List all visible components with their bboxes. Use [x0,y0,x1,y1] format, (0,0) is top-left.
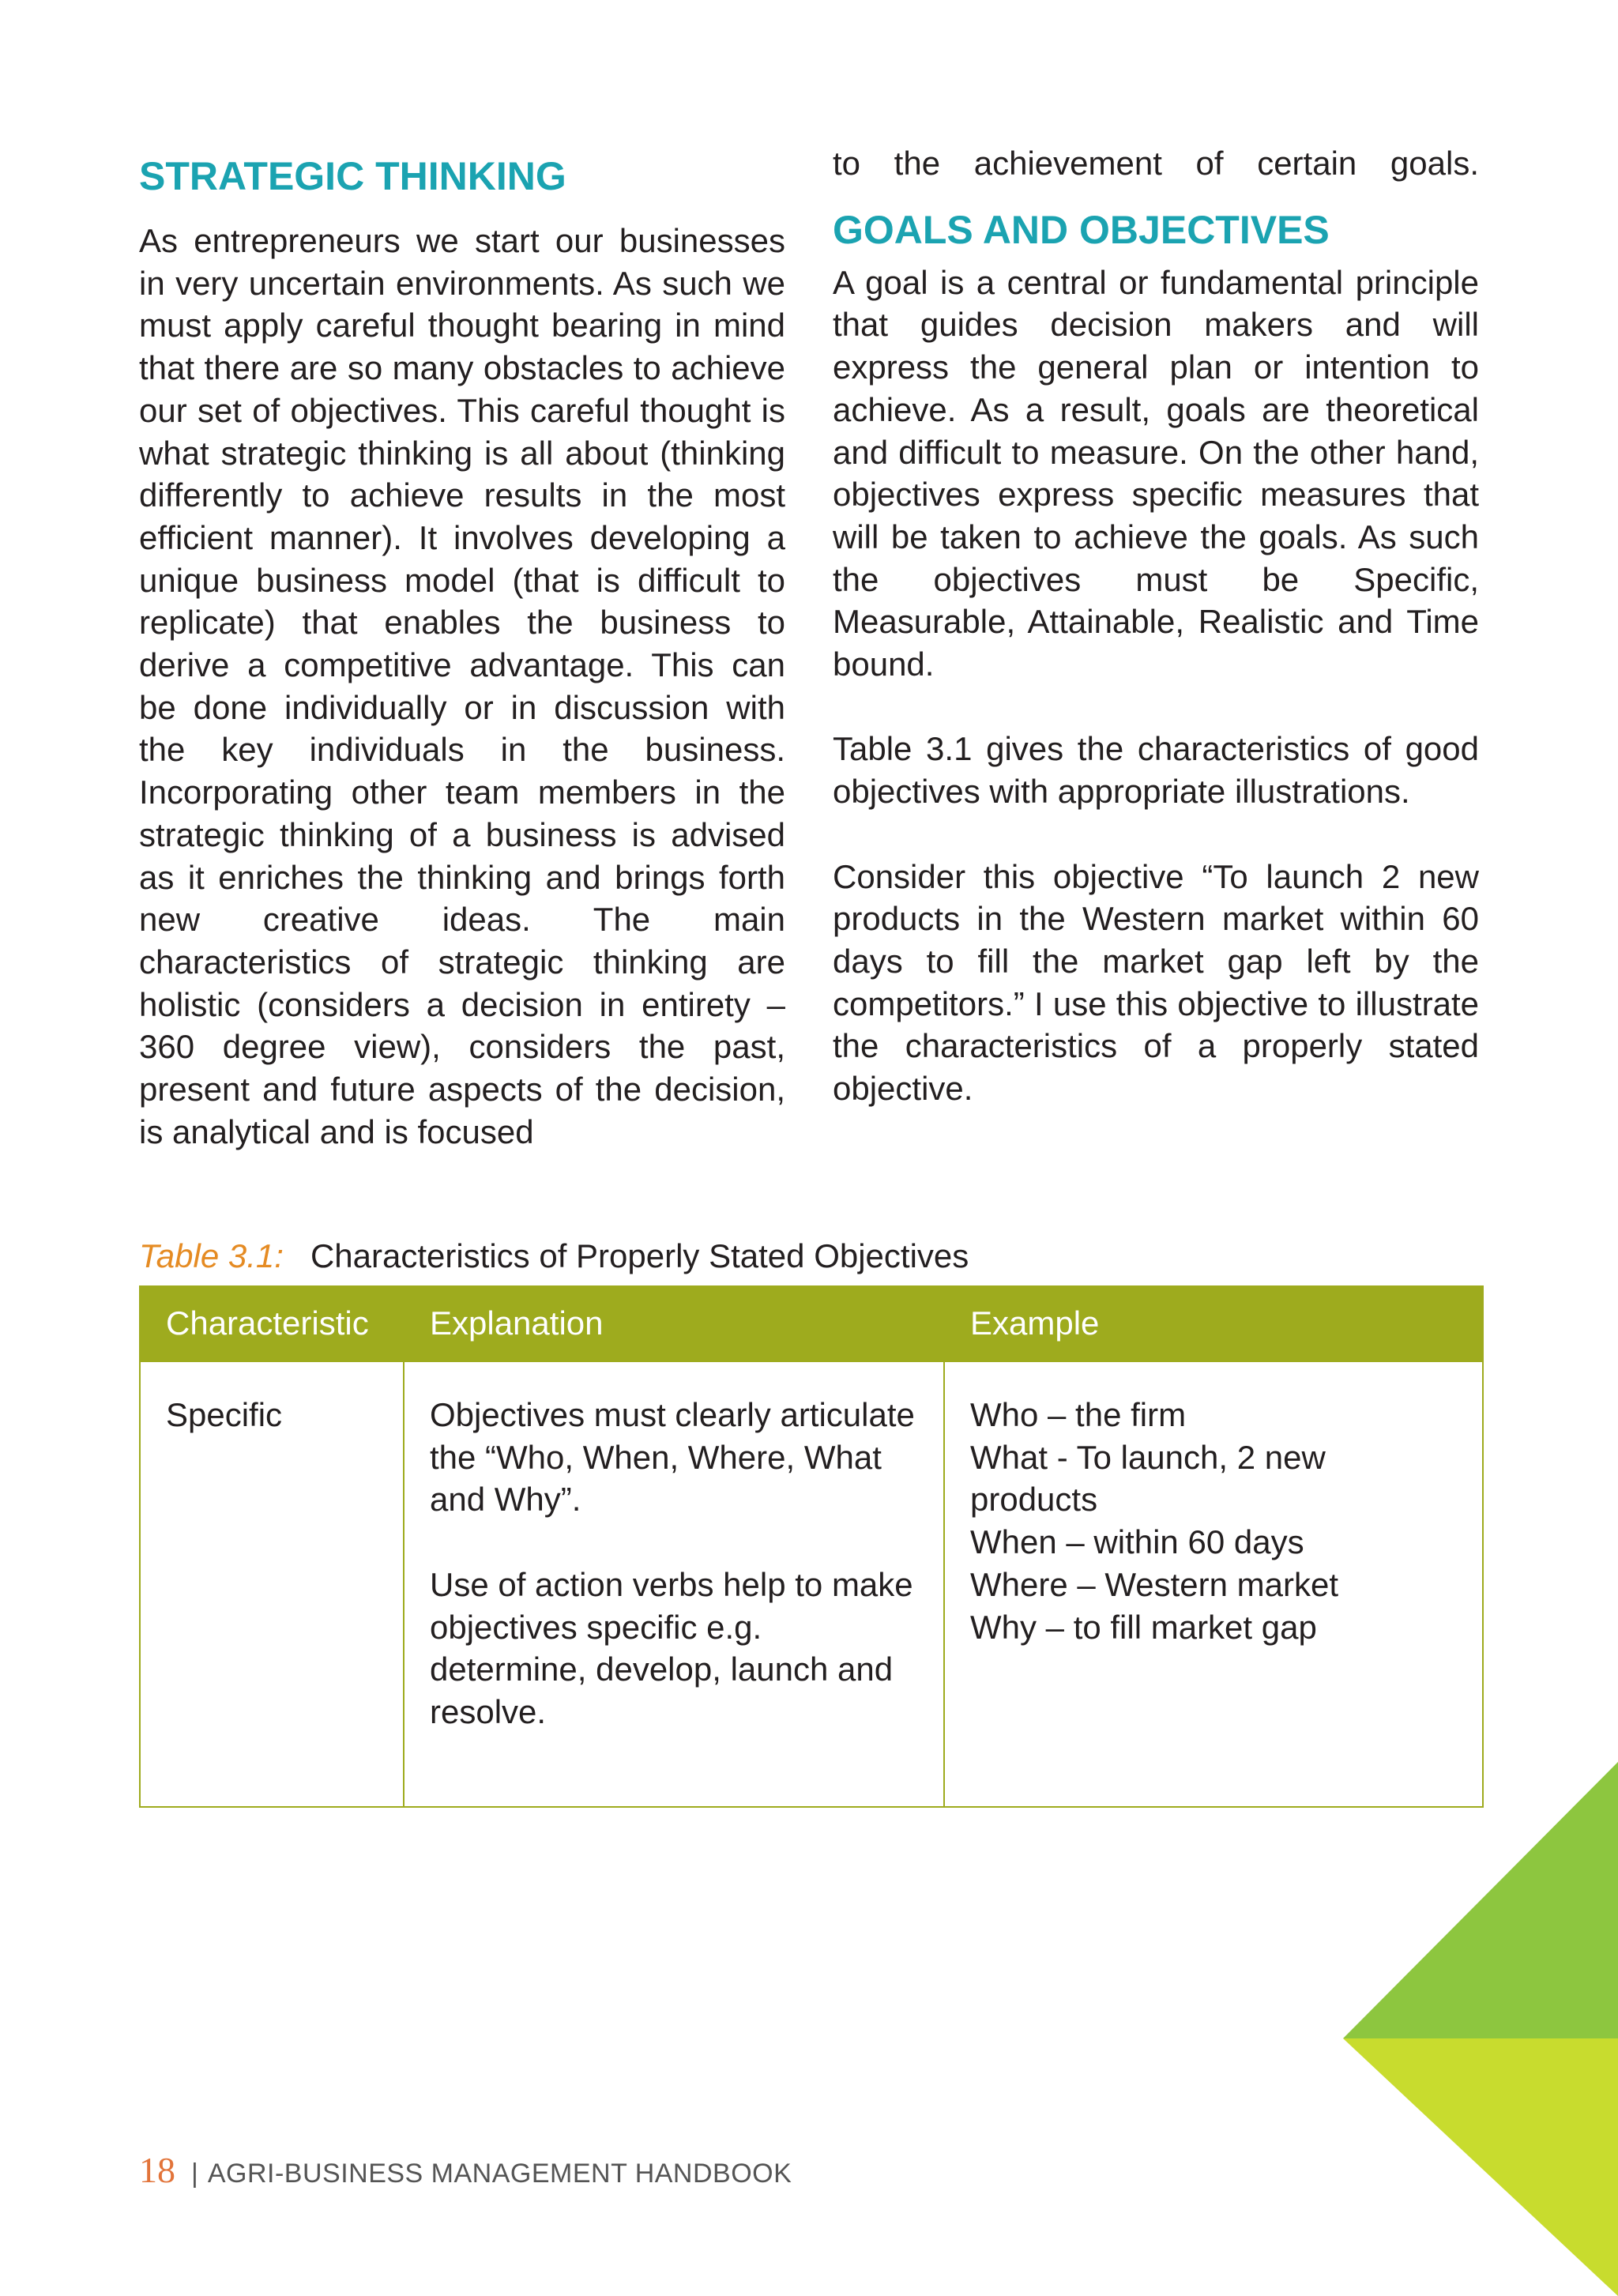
goals-objectives-heading: GOALS AND OBJECTIVES [833,207,1330,252]
header-characteristic: Characteristic [140,1285,404,1361]
table-caption-label: Table 3.1: [139,1237,284,1274]
table-caption [139,1233,1482,1280]
handbook-title: AGRI-BUSINESS MANAGEMENT HANDBOOK [207,2159,792,2189]
strategic-thinking-paragraph: As entrepreneurs we start our businesses in very uncertain environments. As such we must apply careful thought bearing in mind that there are so many obstacles to achieve our set of objectives. This careful thought is what strategic thinking is all about (thinking differently to achieve results in the most efficient manner). It involves developing a unique business model (that is difficult to replicate) that enables the business to derive a competitive advantage. This can be done individually or in discussion with the key individuals in the business. Incorporating other team members in the strategic thinking of a business is advised as it enriches the thinking and brings forth new creative ideas. The main characteristics of strategic thinking are holistic (considers a decision in entirety – 360 degree view), considers the past, present and future aspects of the decision, is analytical and is focused [139,222,785,1150]
right-column [833,142,1479,1110]
table-row [140,1361,1483,1807]
left-column [139,142,785,1153]
table-reference-paragraph: Table 3.1 gives the characteristics of good objectives with appropriate illustrations. [833,730,1479,811]
page-number: 18 [139,2150,175,2190]
cell-explanation [404,1361,944,1807]
strategic-thinking-heading: STRATEGIC THINKING [139,154,566,198]
characteristics-table [139,1285,1484,1808]
goals-paragraph: A goal is a central or fundamental principle that guides decision makers and will express the general plan or intention to achieve. As a result, goals are theoretical and difficult to measure. On the other hand, objectives express specific measures that will be taken to achieve the goals. As such the objectives must be Specific, Measurable, Attainable, Realistic and Time bound. [833,263,1479,683]
lower-triangle [1343,2038,1618,2296]
upper-triangle [1343,1762,1618,2038]
continuation-text: to the achievement of certain goals. [833,145,1479,182]
example-line: Why – to fill market gap [970,1608,1317,1646]
table-header-row [140,1285,1483,1361]
page-footer [139,2149,792,2196]
example-line: Who – the firm [970,1396,1187,1433]
header-example: Example [944,1285,1483,1361]
cell-characteristic [140,1361,404,1807]
header-explanation: Explanation [404,1285,944,1361]
corner-triangles-decoration [1343,1762,1618,2296]
explanation-line: Objectives must clearly articulate the “Who, When, Where, What and Why”. [430,1396,915,1519]
example-line: When – within 60 days [970,1523,1304,1561]
characteristic-value: Specific [166,1396,283,1433]
cell-example [944,1361,1483,1807]
footer-separator: | [191,2159,198,2189]
example-line: What - To launch, 2 new products [970,1438,1326,1519]
table-caption-title: Characteristics of Properly Stated Objectives [310,1237,969,1274]
explanation-line: Use of action verbs help to make objectives specific e.g. determine, develop, launch and resolve. [430,1565,913,1730]
example-line: Where – Western market [970,1565,1339,1603]
example-objective-paragraph: Consider this objective “To launch 2 new products in the Western market within 60 days to fill the market gap left by the competitors.” I use this objective to illustrate the characteristics of a properly stated objective. [833,857,1479,1108]
